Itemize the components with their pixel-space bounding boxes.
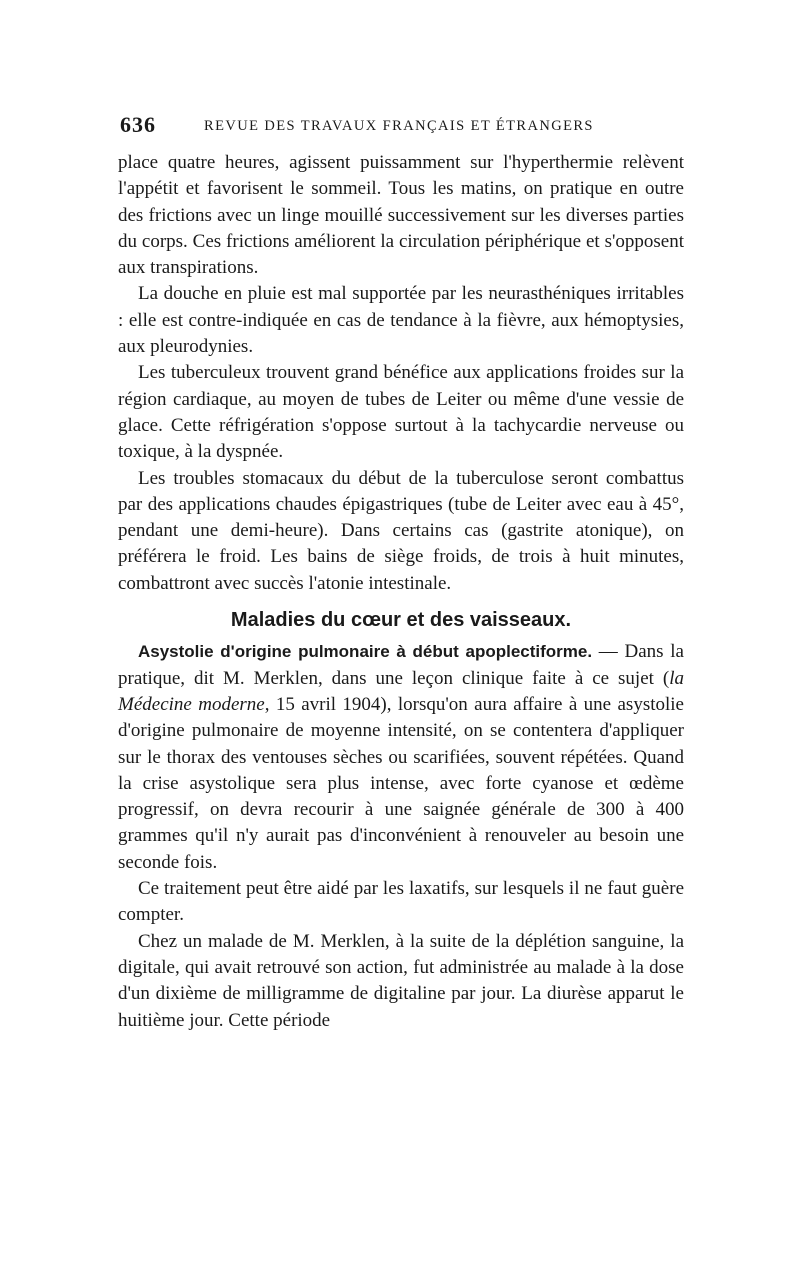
paragraph-troubles-stomacaux: Les troubles stomacaux du début de la tuberculose seront combattus par des applications chaudes épigastriques (tube de Leiter avec eau à 45°, pendant une demi-heure). Dans certains cas (gastrite atonique), on préférera le froid. Les bains de siège froids, de trois à huit minutes, combattront avec succès l'atonie intestinale. [118,467,684,594]
subheading-dash: — [592,641,625,663]
paragraph-asystolie [118,639,684,876]
page-number: 636 [120,112,156,137]
paragraph-text-cont: , 15 avril 1904), lorsqu'on aura affaire à une asystolie d'origine pulmonaire de moyenne intensité, on se contentera d'appliquer sur le thorax des ventouses sèches ou scarifiées, souvent répétées. Quand la crise asystolique sera plus intense, avec forte cyanose et œdème progressif, on devra recourir à une saignée générale de 300 à 400 grammes qu'il n'y aurait pas d'inconvénient à renouveler au besoin une seconde fois. [118,693,684,873]
paragraph-douche: La douche en pluie est mal supportée par les neurasthéniques irritables : elle est contre-indiquée en cas de tendance à la fièvre, aux hémoptysies, aux pleurodynies. [118,283,684,358]
subheading: Asystolie d'origine pulmonaire à début apoplectiforme. [138,642,593,662]
running-head: REVUE DES TRAVAUX FRANÇAIS ET ÉTRANGERS [204,118,594,134]
paragraph-laxatifs: Ce traitement peut être aidé par les laxatifs, sur lesquels il ne faut guère compter. [118,878,684,926]
page-header [120,112,680,142]
journal-title: la Médecine moderne [118,667,684,715]
paragraph-text: Dans la pratique, dit M. Merklen, dans une leçon clinique faite à ce sujet ( [118,641,684,689]
paragraph-applications-froides: Les tuberculeux trouvent grand bénéfice aux applications froides sur la région cardiaque, au moyen de tubes de Leiter ou même d'une vessie de glace. Cette réfrigération s'oppose surtout à la tachycardie nerveuse ou toxique, à la dyspnée. [118,362,684,463]
body-text [118,150,684,1034]
paragraph-continuation: place quatre heures, agissent puissamment sur l'hyperthermie relèvent l'appétit et favorisent le sommeil. Tous les matins, on pratique en outre des frictions avec un linge mouillé successivement sur les diverses parties du corps. Ces frictions améliorent la circulation périphérique et s'opposent aux transpirations. [118,152,684,279]
section-title: Maladies du cœur et des vaisseaux. [230,609,572,632]
paragraph-malade: Chez un malade de M. Merklen, à la suite de la déplétion sanguine, la digitale, qui avait retrouvé son action, fut administrée au malade à la dose d'un dixième de milligramme de digitaline par jour. La diurèse apparut le huitième jour. Cette période [118,930,684,1031]
